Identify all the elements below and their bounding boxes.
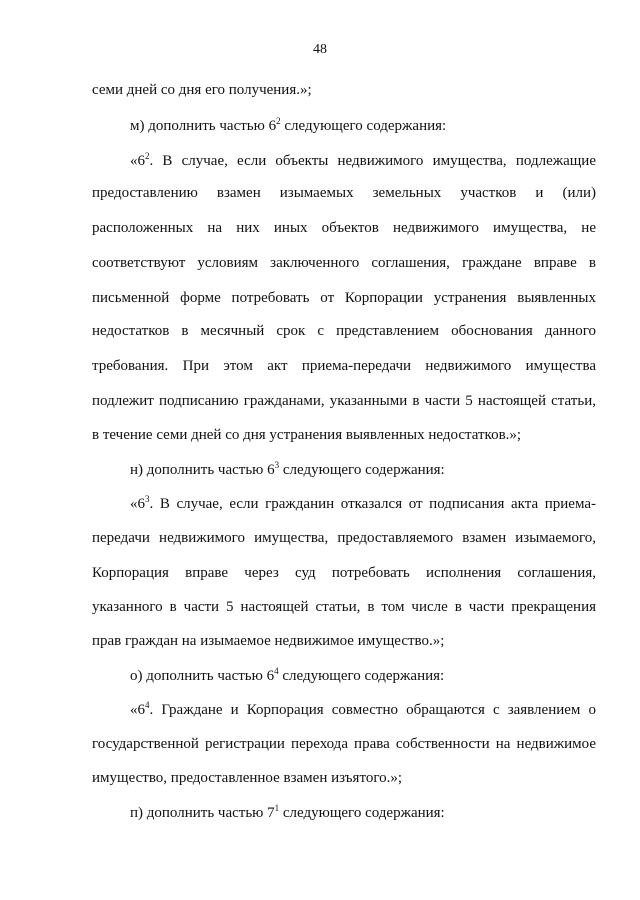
text-line: «$6^2$. В случае, если объекты недвижимого имущества, подлежащие bbox=[130, 151, 596, 169]
text-line: о) дополнить частью $6^4$ следующего содержания: bbox=[130, 666, 445, 684]
text-line: имущество, предоставленное взамен изъятого.»; bbox=[92, 770, 403, 786]
text-line: Корпорация вправе через суд потребовать исполнения соглашения, bbox=[92, 565, 596, 581]
text-line: «$6^4$. Граждане и Корпорация совместно обращаются с заявлением о bbox=[130, 700, 596, 718]
text-line: расположенных на них иных объектов недвижимого имущества, не bbox=[92, 220, 596, 236]
text-line: «$6^3$. В случае, если гражданин отказался от подписания акта приема- bbox=[130, 494, 596, 512]
text-line: п) дополнить частью $7^1$ следующего содержания: bbox=[130, 803, 445, 821]
superscript: 4 bbox=[145, 700, 150, 710]
text-line: предоставлению взамен изымаемых земельных участков и (или) bbox=[92, 185, 596, 201]
superscript: 2 bbox=[145, 151, 150, 161]
text-line: прав граждан на изымаемое недвижимое имущество.»; bbox=[92, 633, 445, 649]
text-line: м) дополнить частью $6^2$ следующего содержания: bbox=[130, 116, 447, 134]
text-line: государственной регистрации перехода права собственности на недвижимое bbox=[92, 736, 596, 752]
text-line: в течение семи дней со дня устранения выявленных недостатков.»; bbox=[92, 427, 522, 443]
text-line: указанного в части 5 настоящей статьи, в том числе в части прекращения bbox=[92, 599, 596, 615]
text-line: семи дней со дня его получения.»; bbox=[92, 82, 312, 98]
superscript: 1 bbox=[274, 803, 280, 813]
page-number: 48 bbox=[313, 42, 327, 57]
superscript: 4 bbox=[274, 666, 279, 676]
text-line: подлежит подписанию гражданами, указанными в части 5 настоящей статьи, bbox=[92, 393, 596, 409]
text-line: н) дополнить частью $6^3$ следующего содержания: bbox=[130, 460, 445, 478]
text-line: письменной форме потребовать от Корпорации устранения выявленных bbox=[92, 290, 596, 306]
superscript: 3 bbox=[274, 460, 280, 470]
text-line: недостатков в месячный срок с представлением обоснования данного bbox=[92, 323, 596, 339]
superscript: 3 bbox=[145, 494, 150, 504]
text-line: требования. При этом акт приема-передачи недвижимого имущества bbox=[92, 358, 596, 374]
text-line: передачи недвижимого имущества, предоставляемого взамен изымаемого, bbox=[92, 530, 596, 546]
superscript: 2 bbox=[276, 116, 281, 126]
text-line: соответствуют условиям заключенного соглашения, граждане вправе в bbox=[92, 255, 596, 271]
